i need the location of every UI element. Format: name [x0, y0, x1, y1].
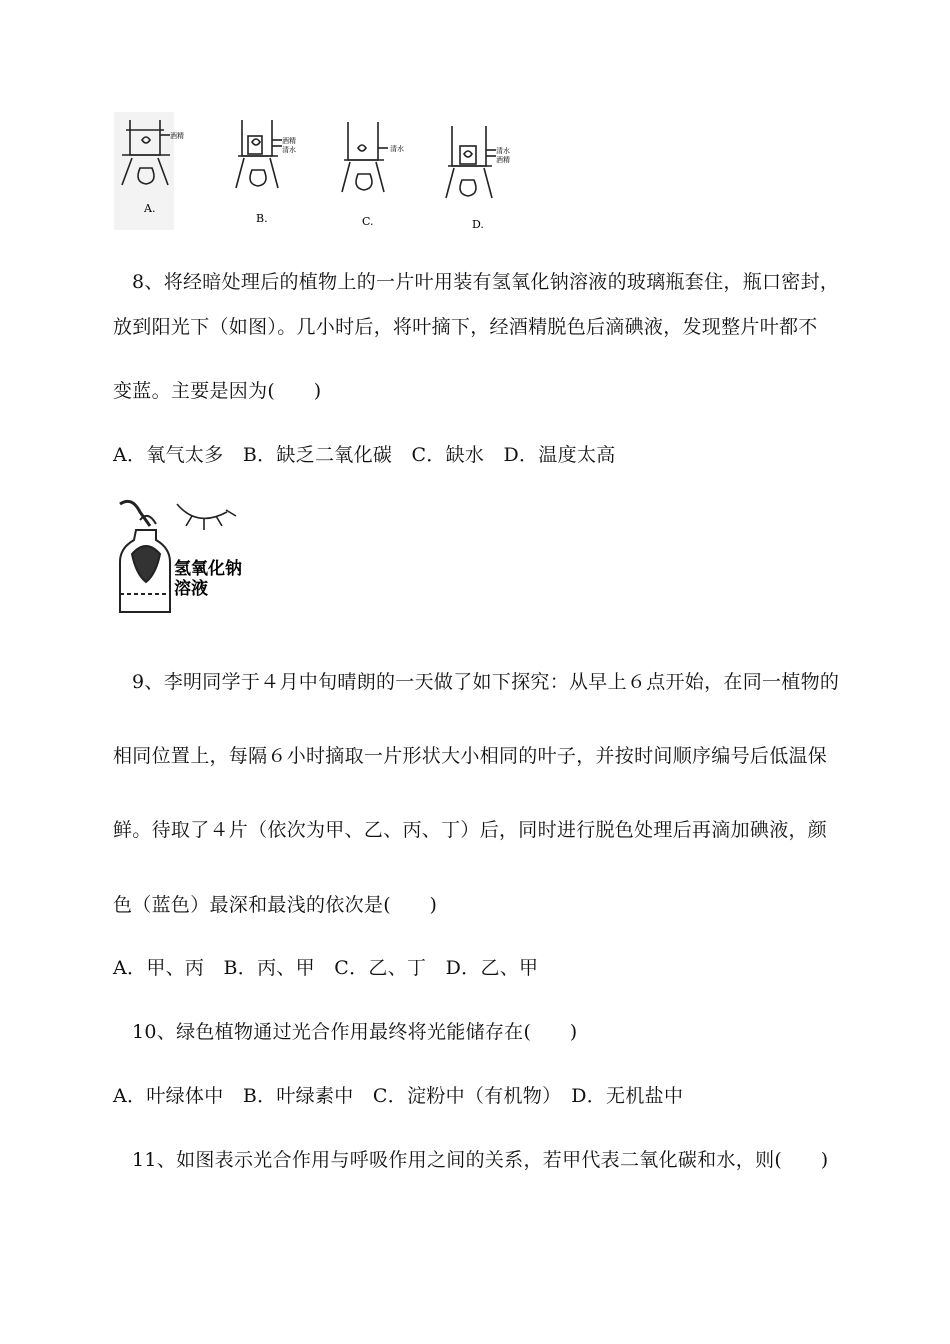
q8-line-3: 变蓝。主要是因为( ) — [113, 380, 322, 402]
beaker-d-label-2: 酒精 — [496, 156, 510, 164]
q10-options: A．叶绿体中 B．叶绿素中 C．淀粉中（有机物） D．无机盐中 — [113, 1085, 684, 1107]
beaker-d-caption: D. — [472, 218, 484, 231]
q8-line-1: 8、将经暗处理后的植物上的一片叶用装有氢氧化钠溶液的玻璃瓶套住，瓶口密封， — [132, 271, 840, 293]
beaker-a-caption: A. — [144, 202, 156, 215]
beaker-figure — [112, 110, 532, 235]
beaker-c-caption: C. — [362, 215, 374, 228]
q9-line-4: 色（蓝色）最深和最浅的依次是( ) — [113, 894, 438, 916]
q10-line-1: 10、绿色植物通过光合作用最终将光能储存在( ) — [132, 1021, 578, 1043]
bottle-icon — [120, 501, 170, 612]
beaker-d-label-1: 清水 — [496, 147, 510, 155]
bottle-figure — [112, 492, 262, 622]
q9-line-1: 9、李明同学于４月中旬晴朗的一天做了如下探究：从早上６点开始，在同一植物的 — [132, 671, 840, 693]
q8-line-2: 放到阳光下（如图）。几小时后，将叶摘下，经酒精脱色后滴碘液，发现整片叶都不 — [113, 316, 818, 338]
beaker-b-label-1: 酒精 — [282, 137, 296, 145]
q9-line-2: 相同位置上，每隔６小时摘取一片形状大小相同的叶子，并按时间顺序编号后低温保 — [113, 745, 828, 767]
q9-options: A．甲、丙 B．丙、甲 C．乙、丁 D．乙、甲 — [113, 957, 539, 979]
q9-line-3: 鲜。待取了４片（依次为甲、乙、丙、丁）后，同时进行脱色处理后再滴加碘液，颜 — [113, 819, 828, 841]
q8-options: A．氧气太多 B．缺乏二氧化碳 C．缺水 D．温度太高 — [113, 444, 616, 466]
q11-line-1: 11、如图表示光合作用与呼吸作用之间的关系，若甲代表二氧化碳和水，则( ) — [132, 1149, 829, 1171]
beaker-setup-c — [342, 122, 388, 192]
beaker-b-caption: B. — [256, 212, 268, 225]
beaker-b-label-2: 清水 — [282, 146, 296, 154]
beaker-a-label: 酒精 — [170, 132, 184, 140]
bottle-label-1: 氢氧化钠 — [174, 559, 242, 579]
sun-icon — [177, 504, 236, 530]
beaker-setup-b — [236, 120, 282, 188]
bottle-label-2: 溶液 — [174, 579, 208, 599]
beaker-setup-d — [446, 126, 496, 198]
beaker-c-label: 清水 — [390, 145, 404, 153]
